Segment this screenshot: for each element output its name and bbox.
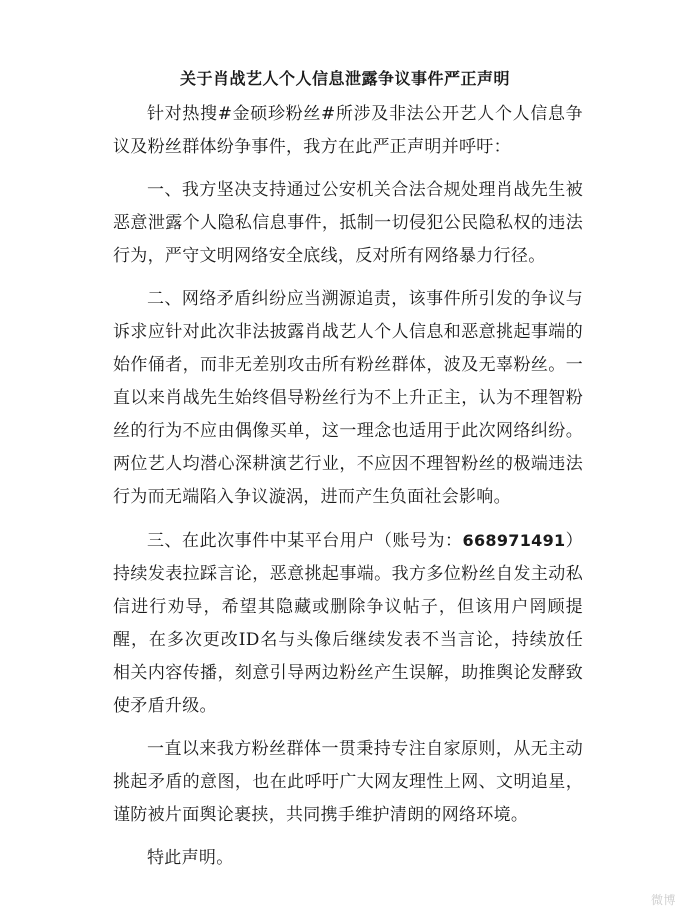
paragraph-point-3-start: 三、在此次事件中某平台用户（账号为： bbox=[147, 531, 463, 551]
document-title: 关于肖战艺人个人信息泄露争议事件严正声明 bbox=[179, 69, 510, 88]
paragraph-appeal: 一直以来我方粉丝群体一贯秉持专注自家原则，从无主动挑起矛盾的意图，也在此呼吁广大网友理性上网、文明追星，谨防被片面舆论裹挟，共同携手维护清朗的网络环境。 bbox=[113, 739, 583, 825]
paragraph-point-3 bbox=[113, 524, 583, 723]
paragraph-closing: 特此声明。 bbox=[147, 848, 234, 868]
paragraph-intro: 针对热搜#金硕珍粉丝#所涉及非法公开艺人个人信息争议及粉丝群体纷争事件，我方在此严正声明并呼吁： bbox=[113, 104, 583, 157]
paragraph-point-2: 二、网络矛盾纠纷应当溯源追责，该事件所引发的争议与诉求应针对此次非法披露肖战艺人个人信息和恶意挑起事端的始作俑者，而非无差别攻击所有粉丝群体，波及无辜粉丝。一直以来肖战先生始终倡导粉丝行为不上升正主，认为不理智粉丝的行为不应由偶像买单，这一理念也适用于此次网络纠纷。两位艺人均潜心深耕演艺行业，不应因不理智粉丝的极端违法行为而无端陷入争议漩涡，进而产生负面社会影响。 bbox=[113, 289, 583, 507]
account-number: 668971491 bbox=[462, 531, 566, 550]
watermark: 微博 bbox=[650, 893, 676, 907]
document-body bbox=[113, 98, 583, 885]
paragraph-point-1: 一、我方坚决支持通过公安机关合法合规处理肖战先生被恶意泄露个人隐私信息事件，抵制一切侵犯公民隐私权的违法行为，严守文明网络安全底线，反对所有网络暴力行径。 bbox=[113, 180, 583, 266]
paragraph-point-3-end: ）持续发表拉踩言论，恶意挑起事端。我方多位粉丝自发主动私信进行劝导，希望其隐藏或删除争议帖子，但该用户罔顾提醒，在多次更改ID名与头像后继续发表不当言论，持续放任相关内容传播，刻意引导两边粉丝产生误解，助推舆论发酵致使矛盾升级。 bbox=[113, 531, 583, 716]
